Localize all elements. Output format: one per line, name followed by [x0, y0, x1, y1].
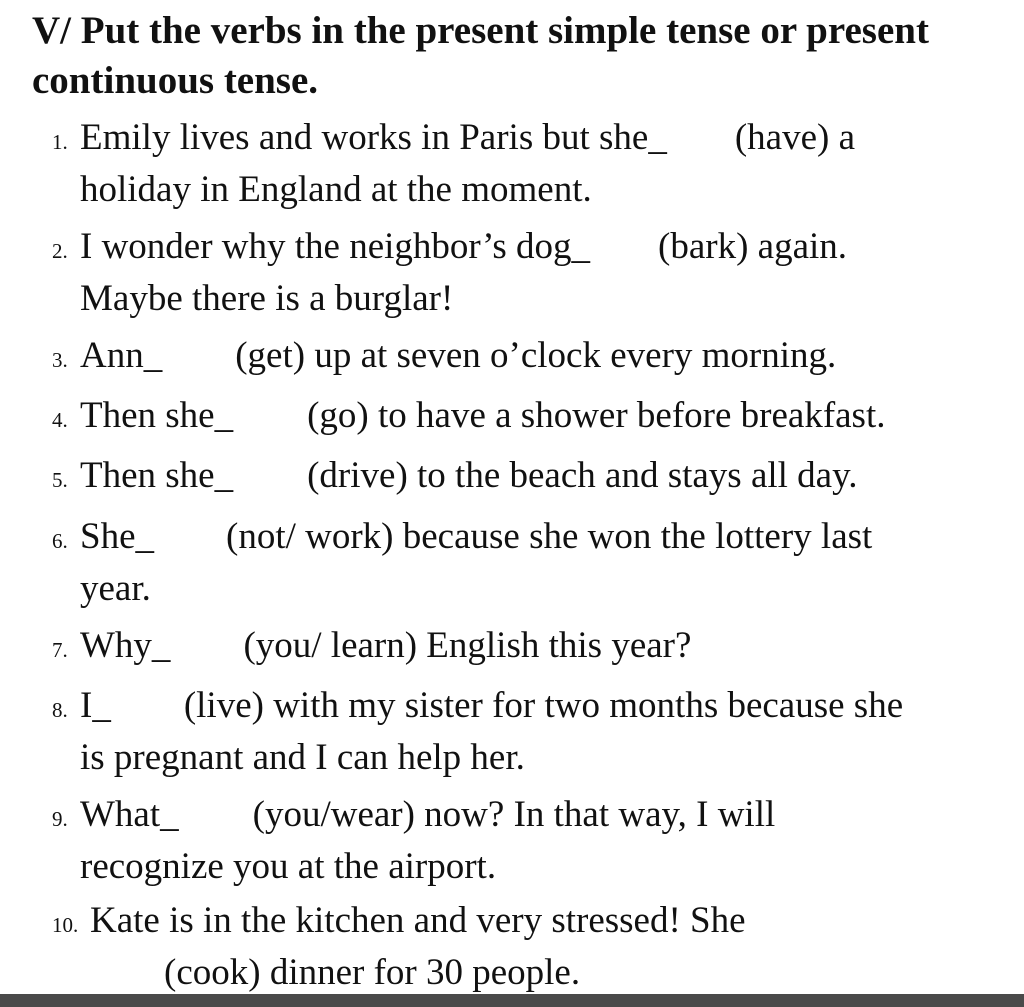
heading-line-1: V/ Put the verbs in the present simple tense or present	[32, 9, 929, 52]
exercise-item-9	[52, 791, 1002, 891]
item-text: I wonder why the neighbor’s dog_	[80, 226, 591, 267]
item-text-continued: year.	[80, 568, 151, 609]
item-verb-prompt: (go) to have a shower before breakfast.	[307, 395, 886, 436]
item-text: Kate is in the kitchen and very stressed! She	[90, 900, 746, 941]
item-text: Then she_	[80, 395, 234, 436]
item-number: 1.	[52, 130, 68, 154]
item-verb-prompt: (drive) to the beach and stays all day.	[307, 455, 858, 496]
item-text: She_	[80, 516, 154, 557]
item-verb-prompt: (you/ learn) English this year?	[243, 625, 692, 666]
item-text: I_	[80, 685, 111, 726]
item-text-continued: recognize you at the airport.	[80, 846, 497, 887]
item-verb-prompt: (cook) dinner for 30 people.	[164, 952, 581, 993]
item-number: 7.	[52, 638, 68, 662]
item-verb-prompt: (get) up at seven o’clock every morning.	[235, 335, 837, 376]
item-verb-prompt: (have) a	[734, 117, 855, 158]
exercise-item-10	[52, 897, 1002, 997]
exercise-item-7	[52, 622, 1002, 674]
item-number: 6.	[52, 529, 68, 553]
item-text: What_	[80, 794, 179, 835]
item-number: 4.	[52, 408, 68, 432]
item-text-continued: holiday in England at the moment.	[80, 169, 592, 210]
item-verb-prompt: (you/wear) now? In that way, I will	[252, 794, 776, 835]
exercise-item-2	[52, 223, 1002, 323]
item-number: 9.	[52, 807, 68, 831]
item-text-continued: Maybe there is a burglar!	[80, 278, 454, 319]
exercise-item-3	[52, 332, 1002, 384]
item-text: Then she_	[80, 455, 234, 496]
item-text-continued: is pregnant and I can help her.	[80, 737, 525, 778]
item-text: Ann_	[80, 335, 163, 376]
item-verb-prompt: (bark) again.	[658, 226, 848, 267]
item-number: 10.	[52, 913, 79, 937]
item-verb-prompt: (not/ work) because she won the lottery last	[226, 516, 873, 557]
item-verb-prompt: (live) with my sister for two months because she	[183, 685, 904, 726]
exercise-item-1	[52, 114, 1002, 214]
exercise-item-5	[52, 452, 1002, 504]
item-text: Why_	[80, 625, 171, 666]
item-number: 3.	[52, 348, 68, 372]
item-number: 5.	[52, 468, 68, 492]
exercise-item-4	[52, 392, 1002, 444]
heading-line-2: continuous tense.	[32, 59, 319, 102]
bottom-edge-bar	[0, 994, 1024, 1007]
exercise-heading	[32, 6, 1007, 106]
exercise-item-6	[52, 513, 1002, 613]
exercise-item-8	[52, 682, 1002, 782]
item-number: 2.	[52, 239, 68, 263]
item-text: Emily lives and works in Paris but she_	[80, 117, 667, 158]
item-number: 8.	[52, 698, 68, 722]
